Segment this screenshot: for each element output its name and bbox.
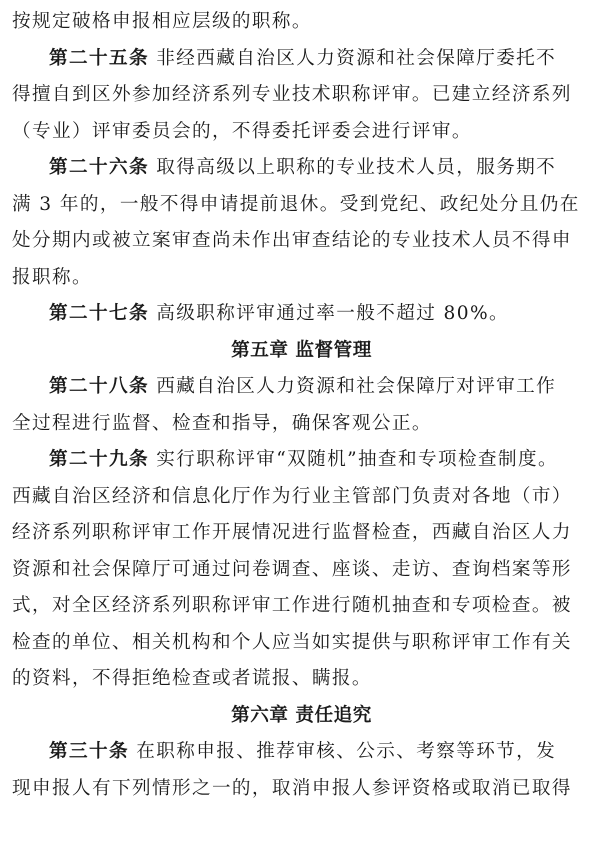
article-text: 非经西藏自治区人力资源和社会保障厅委托不 — [148, 47, 557, 69]
article-text: 取得高级以上职称的专业技术人员，服务期不 — [148, 157, 557, 178]
article-28-first-line — [12, 369, 591, 406]
article-label: 第三十条 — [49, 741, 129, 762]
body-line: 的资料，不得拒绝检查或者谎报、瞒报。 — [12, 668, 372, 689]
body-line: 得擅自到区外参加经济系列专业技术职称评审。已建立经济系列 — [12, 84, 572, 105]
article-label: 第二十五条 — [49, 47, 149, 69]
body-line: 式，对全区经济系列职称评审工作进行随机抽查和专项检查。被 — [12, 595, 572, 616]
article-text: 在职称申报、推荐审核、公示、考察等环节，发 — [128, 741, 557, 762]
body-line: 全过程进行监督、检查和指导，确保客观公正。 — [12, 412, 432, 434]
chapter-5-heading: 第五章 监督管理 — [231, 339, 372, 361]
article-text: 高级职称评审通过率一般不超过 80%。 — [148, 303, 510, 324]
article-text: 实行职称评审“双随机”抽查和专项检查制度。 — [148, 449, 558, 470]
body-line: 经济系列职称评审工作开展情况进行监督检查，西藏自治区人力 — [12, 522, 572, 543]
body-line: 处分期内或被立案审查尚未作出审查结论的专业技术人员不得申 — [12, 230, 572, 251]
article-label: 第二十六条 — [49, 157, 149, 178]
body-line: 西藏自治区经济和信息化厅作为行业主管部门负责对各地（市） — [12, 485, 572, 507]
body-line: 现申报人有下列情形之一的，取消申报人参评资格或取消已取得 — [12, 777, 572, 799]
article-text: 西藏自治区人力资源和社会保障厅对评审工作 — [148, 376, 557, 397]
article-label: 第二十九条 — [49, 449, 149, 470]
article-26-first-line — [12, 150, 591, 187]
chapter-6-heading: 第六章 责任追究 — [231, 704, 372, 726]
body-line: 检查的单位、相关机构和个人应当如实提供与职称评审工作有关 — [12, 631, 572, 653]
article-25-first-line — [12, 41, 591, 78]
article-label: 第二十七条 — [49, 303, 149, 324]
article-30-first-line — [12, 734, 591, 771]
article-29-first-line — [12, 442, 591, 479]
article-label: 第二十八条 — [49, 376, 149, 397]
body-line: 满 3 年的，一般不得申请提前退休。受到党纪、政纪处分且仍在 — [12, 193, 580, 215]
body-line: 按规定破格申报相应层级的职称。 — [12, 11, 312, 32]
body-line: （专业）评审委员会的，不得委托评委会进行评审。 — [12, 120, 472, 142]
body-line: 报职称。 — [12, 266, 92, 288]
article-27-first-line — [12, 296, 591, 333]
body-line: 资源和社会保障厅可通过问卷调查、座谈、走访、查询档案等形 — [12, 558, 572, 580]
